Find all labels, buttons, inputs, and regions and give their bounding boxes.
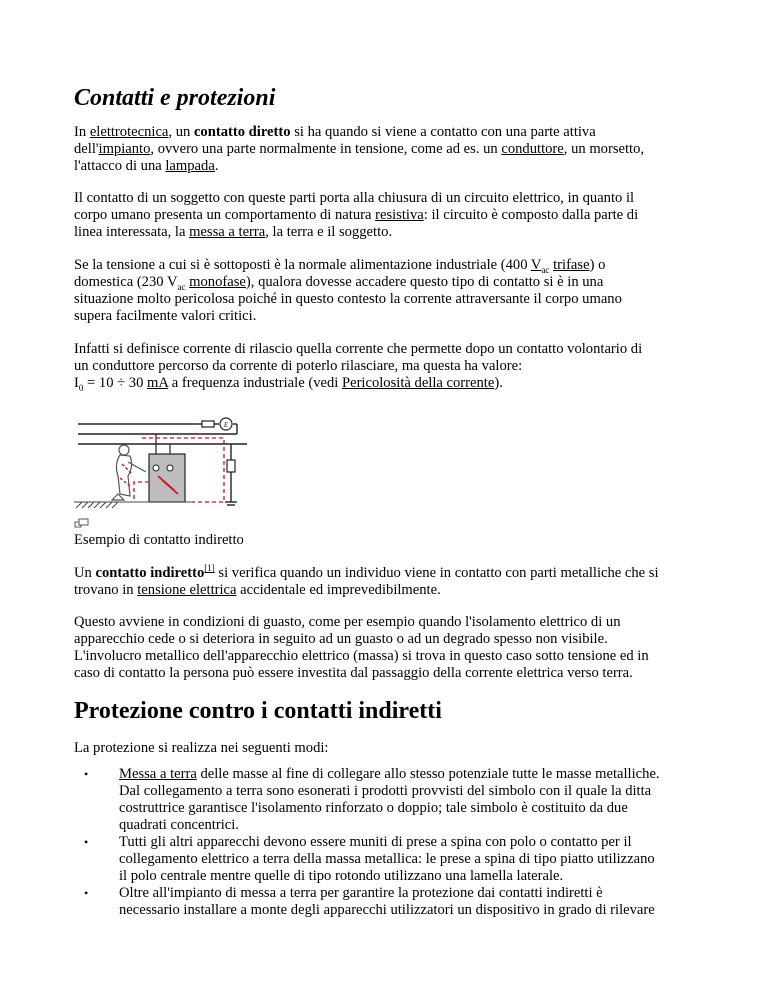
link-conduttore[interactable]: conduttore (501, 141, 564, 157)
text: ), qualora dovesse accadere questo tipo di contatto si è in una (245, 274, 604, 290)
text: si verifica quando un individuo viene in contatto con parti metalliche che si (214, 565, 659, 581)
text: costruttrice garantisce l'isolamento rinforzato o doppio; tale simbolo è costituito da due (119, 800, 628, 816)
bold-contatto-indiretto: contatto indiretto (95, 565, 205, 581)
paragraph-contatto-diretto (74, 124, 714, 175)
link-elettrotecnica[interactable]: elettrotecnica (89, 124, 169, 140)
text: supera facilmente valori critici. (74, 308, 257, 324)
text: Oltre all'impianto di messa a terra per garantire la protezione dai contatti indiretti è (119, 885, 603, 901)
list-item (119, 766, 719, 834)
subscript-zero: 0 (78, 382, 84, 393)
figure-caption: Esempio di contatto indiretto (74, 532, 244, 548)
text: I (74, 375, 79, 391)
bold-contatto-diretto: contatto diretto (193, 124, 291, 140)
text: dell' (74, 141, 99, 157)
text: . (214, 158, 219, 174)
text: accidentale ed imprevedibilmente. (236, 582, 441, 598)
text: , un (168, 124, 194, 140)
text: : il circuito è composto dalla parte di (423, 207, 639, 223)
text: delle masse al fine di collegare allo stesso potenziale tutte le masse metalliche. (196, 766, 660, 782)
paragraph-guasto (74, 614, 714, 682)
paragraph-corrente-rilascio (74, 341, 714, 392)
figure-contatto-indiretto[interactable] (74, 412, 249, 512)
text: apparecchio cede o si deteriora in seguito ad un guasto o ad un degrado spesso non visibile. (74, 631, 608, 647)
text: Tutti gli altri apparecchi devono essere muniti di prese a spina con polo o contatto per il (119, 834, 632, 850)
text: , ovvero una parte normalmente in tensione, come ad es. un (150, 141, 502, 157)
text: , la terra e il soggetto. (265, 224, 393, 240)
text: un conduttore percorso da corrente di poterlo rilasciare, ma questa ha valore: (74, 358, 523, 374)
link-lampada[interactable]: lampada (165, 158, 215, 174)
link-ma[interactable]: mA (147, 375, 169, 391)
link-trifase[interactable]: trifase (553, 257, 590, 273)
text: Un (74, 565, 96, 581)
paragraph-tensione (74, 257, 714, 325)
text: Infatti si definisce corrente di rilascio quella corrente che permette dopo un contatto volontario di (74, 341, 643, 357)
list-item (119, 834, 719, 885)
page-title: Contatti e protezioni (74, 85, 276, 111)
link-resistiva[interactable]: resistiva (375, 207, 424, 223)
text: , un morsetto, (563, 141, 645, 157)
text: Questo avviene in condizioni di guasto, come per esempio quando l'isolamento elettrico di un (74, 614, 621, 630)
text: = 10 ÷ 30 (83, 375, 148, 391)
link-messa-a-terra[interactable]: Messa a terra (119, 766, 197, 782)
link-impianto[interactable]: impianto (98, 141, 151, 157)
link-pericolosita-corrente[interactable]: Pericolosità della corrente (341, 375, 495, 391)
text: situazione molto pericolosa poiché in questo contesto la corrente attraversante il corpo umano (74, 291, 622, 307)
meter-label: E (223, 421, 229, 429)
text: Se la tensione a cui si è sottoposti è la normale alimentazione industriale (400 (74, 257, 531, 273)
text: collegamento elettrico a terra della massa metallica: le prese a spina di tipo piatto utilizzano (119, 851, 655, 867)
text: Dal collegamento a terra sono esonerati i prodotti provvisti del simbolo con il quale la ditta (119, 783, 652, 799)
text: ) o (589, 257, 606, 273)
protection-list (74, 766, 719, 919)
paragraph-protezione-intro: La protezione si realizza nei seguenti modi: (74, 740, 329, 756)
text: domestica (230 V (74, 274, 178, 290)
enlarge-icon[interactable] (74, 518, 90, 528)
text: linea interessata, la (74, 224, 190, 240)
ground-hatch (74, 502, 194, 508)
text: Il contatto di un soggetto con queste parti porta alla chiusura di un circuito elettrico, in quanto il (74, 190, 635, 206)
text: necessario installare a monte degli apparecchi utilizzatori un dispositivo in grado di rilevare (119, 902, 655, 918)
person-icon (112, 445, 146, 500)
text: si ha quando si viene a contatto con una parte attiva (290, 124, 596, 140)
text: a frequenza industriale (vedi (168, 375, 342, 391)
paragraph-circuito (74, 190, 714, 241)
link-footnote-1[interactable]: [1] (204, 563, 215, 574)
link-tensione-elettrica[interactable]: tensione elettrica (137, 582, 237, 598)
text: quadrati concentrici. (119, 817, 239, 833)
link-volt[interactable]: V (530, 257, 542, 273)
subscript-ac: ac (177, 281, 186, 292)
text: il polo centrale mentre quelle di tipo rotondo utilizzano una lamella laterale. (119, 868, 564, 884)
text: corpo umano presenta un comportamento di natura (74, 207, 376, 223)
section-title: Protezione contro i contatti indiretti (74, 698, 442, 724)
link-messa-a-terra[interactable]: messa a terra (189, 224, 266, 240)
text: L'involucro metallico dell'apparecchio elettrico (massa) si trova in questo caso sotto tensione ed in (74, 648, 649, 664)
text: l'attacco di una (74, 158, 166, 174)
subscript-ac: ac (541, 264, 550, 275)
list-item (119, 885, 719, 919)
resistor-earth (227, 460, 235, 472)
paragraph-contatto-indiretto (74, 565, 714, 599)
text: ). (494, 375, 503, 391)
text: In (74, 124, 90, 140)
text: trovano in (74, 582, 138, 598)
text: caso di contatto la persona può essere investita dal passaggio della corrente elettrica verso terra. (74, 665, 633, 681)
resistor-top (202, 421, 214, 427)
link-monofase[interactable]: monofase (189, 274, 246, 290)
